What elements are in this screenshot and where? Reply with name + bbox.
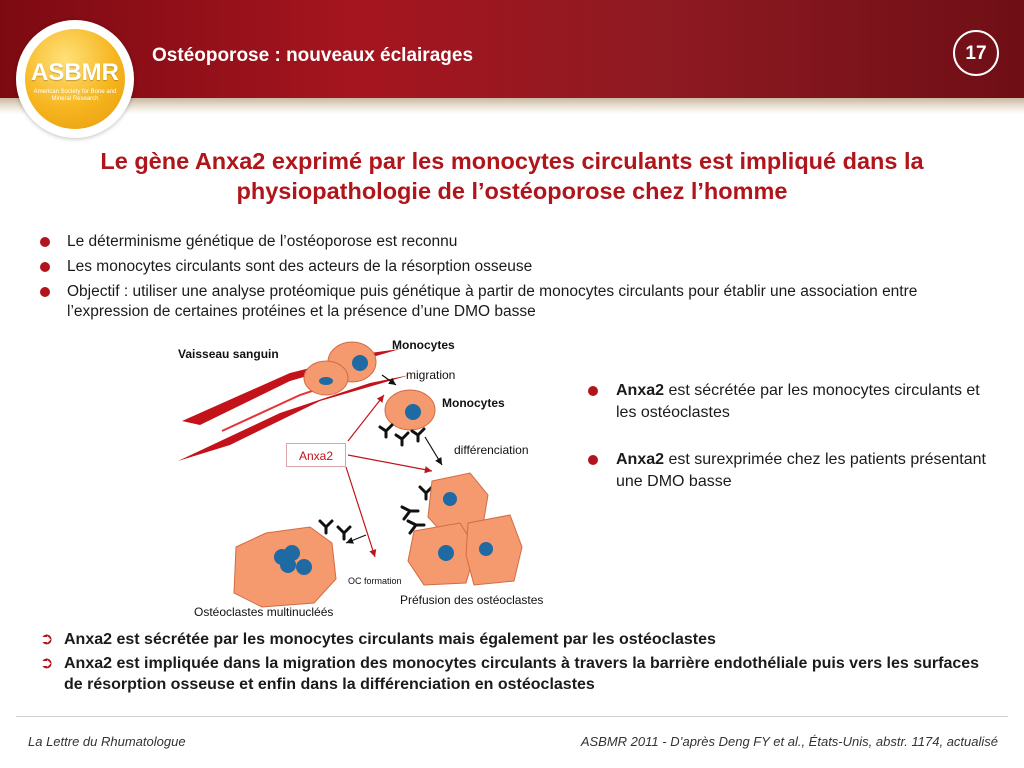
footer-citation: ASBMR 2011 - D’après Deng FY et al., États-Unis, abstr. 1174, actualisé — [580, 734, 998, 749]
logo-subtitle: American Society for Bone and Mineral Research — [33, 89, 117, 102]
conclusion-text: Anxa2 est sécrétée par les monocytes circulants mais également par les ostéoclastes — [64, 631, 716, 648]
oc-formation-label: OC formation — [348, 576, 402, 586]
intro-bullet — [40, 282, 980, 322]
anxa2-label-box: Anxa2 — [286, 443, 346, 467]
monocytes-mid-label: Monocytes — [442, 396, 505, 410]
intro-bullet-text: Objectif : utiliser une analyse protéomique puis génétique à partir de monocytes circulants pour établir une association entre l’expression de certaines protéines et la présence d’une DMO basse — [67, 283, 918, 320]
intro-bullet-list — [40, 232, 980, 327]
logo-acronym: ASBMR — [31, 59, 119, 86]
migration-label: migration — [406, 368, 456, 382]
differentiation-label: différenciation — [454, 443, 529, 457]
side-bullet-term: Anxa2 — [616, 451, 665, 468]
intro-bullet-text: Les monocytes circulants sont des acteurs de la résorption osseuse — [67, 258, 533, 275]
bullet-dot-icon — [40, 287, 50, 297]
footer-divider — [16, 716, 1008, 717]
side-bullet-text: est sécrétée par les monocytes circulants et les ostéoclastes — [616, 382, 980, 421]
side-bullet-text: est surexprimée chez les patients présentant une DMO basse — [616, 451, 986, 490]
nucleus-icon — [443, 492, 457, 506]
side-bullet — [588, 449, 988, 493]
osteoclast-cell — [466, 515, 522, 585]
conclusion-list — [40, 629, 1000, 698]
monocytes-top-label: Monocytes — [392, 338, 455, 352]
nucleus-icon — [280, 557, 296, 573]
conclusion-item — [40, 653, 1000, 695]
arrow-bullet-icon: ➲ — [40, 631, 54, 648]
vessel-label: Vaisseau sanguin — [178, 347, 279, 361]
anxa2-pathway-diagram — [170, 335, 590, 620]
arrow-bullet-icon: ➲ — [40, 655, 54, 672]
bullet-dot-icon — [40, 237, 50, 247]
conclusion-item — [40, 629, 1000, 650]
slide-headline: Le gène Anxa2 exprimé par les monocytes circulants est impliqué dans la physiopathologie de l’ostéoporose chez l’homme — [100, 148, 924, 204]
multinucleated-label: Ostéoclastes multinucléés — [194, 605, 334, 619]
nucleus-icon — [479, 542, 493, 556]
nucleus-icon — [352, 355, 368, 371]
bullet-dot-icon — [588, 386, 598, 396]
side-bullet-list — [588, 380, 988, 518]
footer-journal: La Lettre du Rhumatologue — [28, 734, 186, 749]
header-underline — [0, 98, 1024, 114]
logo-disc — [25, 29, 125, 129]
intro-bullet — [40, 257, 980, 277]
conclusion-text: Anxa2 est impliquée dans la migration des monocytes circulants à travers la barrière endothéliale puis vers les surfaces de résorption osseuse et enfin dans la différenciation en ostéoclastes — [64, 655, 980, 693]
prefusion-label: Préfusion des ostéoclastes — [400, 593, 544, 607]
asbmr-logo — [16, 20, 134, 138]
page-number: 17 — [953, 30, 999, 76]
bullet-dot-icon — [588, 455, 598, 465]
intro-bullet — [40, 232, 980, 252]
nucleus-icon — [405, 404, 421, 420]
bullet-dot-icon — [40, 262, 50, 272]
intro-bullet-text: Le déterminisme génétique de l’ostéoporose est reconnu — [67, 233, 458, 250]
slide-title: Ostéoporose : nouveaux éclairages — [152, 45, 474, 66]
side-bullet-term: Anxa2 — [616, 382, 665, 399]
nucleus-icon — [438, 545, 454, 561]
nucleus-icon — [296, 559, 312, 575]
side-bullet — [588, 380, 988, 424]
